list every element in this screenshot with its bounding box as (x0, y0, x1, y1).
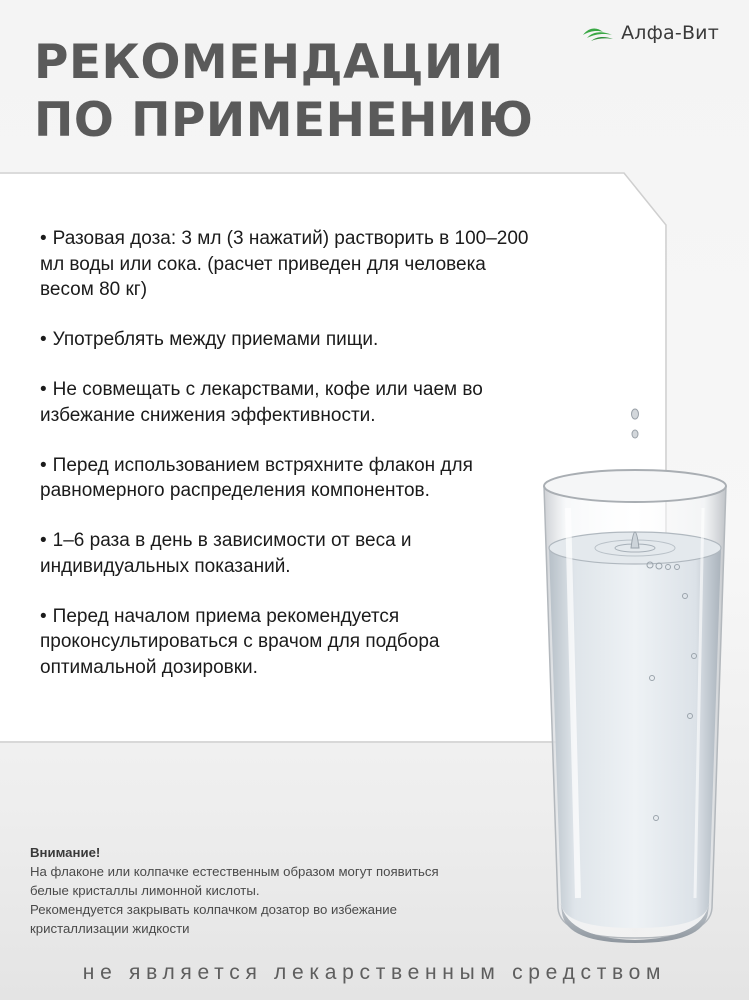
list-item-text: Не совмещать с лекарствами, кофе или чаем во избежание снижения эффективности. (40, 379, 483, 426)
brand (581, 22, 719, 44)
bullet: • (40, 530, 47, 551)
list-item (40, 453, 540, 504)
leaf-wave-icon (581, 23, 615, 43)
warning-note (30, 843, 550, 938)
warning-line: кристаллизации жидкости (30, 921, 190, 936)
list-item (40, 327, 540, 353)
page-title (34, 34, 533, 150)
page-title-line-2: ПО ПРИМЕНЕНИЮ (34, 93, 534, 148)
warning-line: Рекомендуется закрывать колпачком дозатор во избежание (30, 902, 397, 917)
bullet: • (40, 329, 47, 350)
list-item (40, 226, 540, 303)
bullet: • (40, 454, 47, 476)
list-item-text: Перед началом приема рекомендуется проконсультироваться с врачом для подбора оптимальной дозировки. (40, 605, 440, 678)
bullet: • (40, 379, 47, 400)
glass-of-water-icon (538, 398, 733, 943)
warning-line: На флаконе или колпачке естественным образом могут появиться (30, 864, 439, 879)
warning-line: белые кристаллы лимонной кислоты. (30, 883, 260, 898)
list-item-text: 1–6 раза в день в зависимости от веса и индивидуальных показаний. (40, 530, 412, 577)
bullet: • (40, 228, 47, 249)
page-title-line-1: РЕКОМЕНДАЦИИ (34, 35, 504, 90)
list-item (40, 604, 540, 681)
bullet: • (40, 605, 47, 627)
list-item (40, 528, 540, 579)
list-item-text: Перед использованием встряхните флакон для равномерного распределения компонентов. (40, 454, 473, 501)
list-item-text: Разовая доза: 3 мл (3 нажатий) растворить в 100–200 мл воды или сока. (расчет приведен для человека весом 80 кг) (40, 228, 529, 300)
warning-title: Внимание! (30, 845, 101, 860)
disclaimer-footer: не является лекарственным средством (82, 961, 667, 984)
recommendations-list (40, 226, 540, 705)
list-item-text: Употреблять между приемами пищи. (52, 329, 379, 350)
brand-name: Алфа-Вит (621, 22, 719, 44)
list-item (40, 377, 540, 428)
